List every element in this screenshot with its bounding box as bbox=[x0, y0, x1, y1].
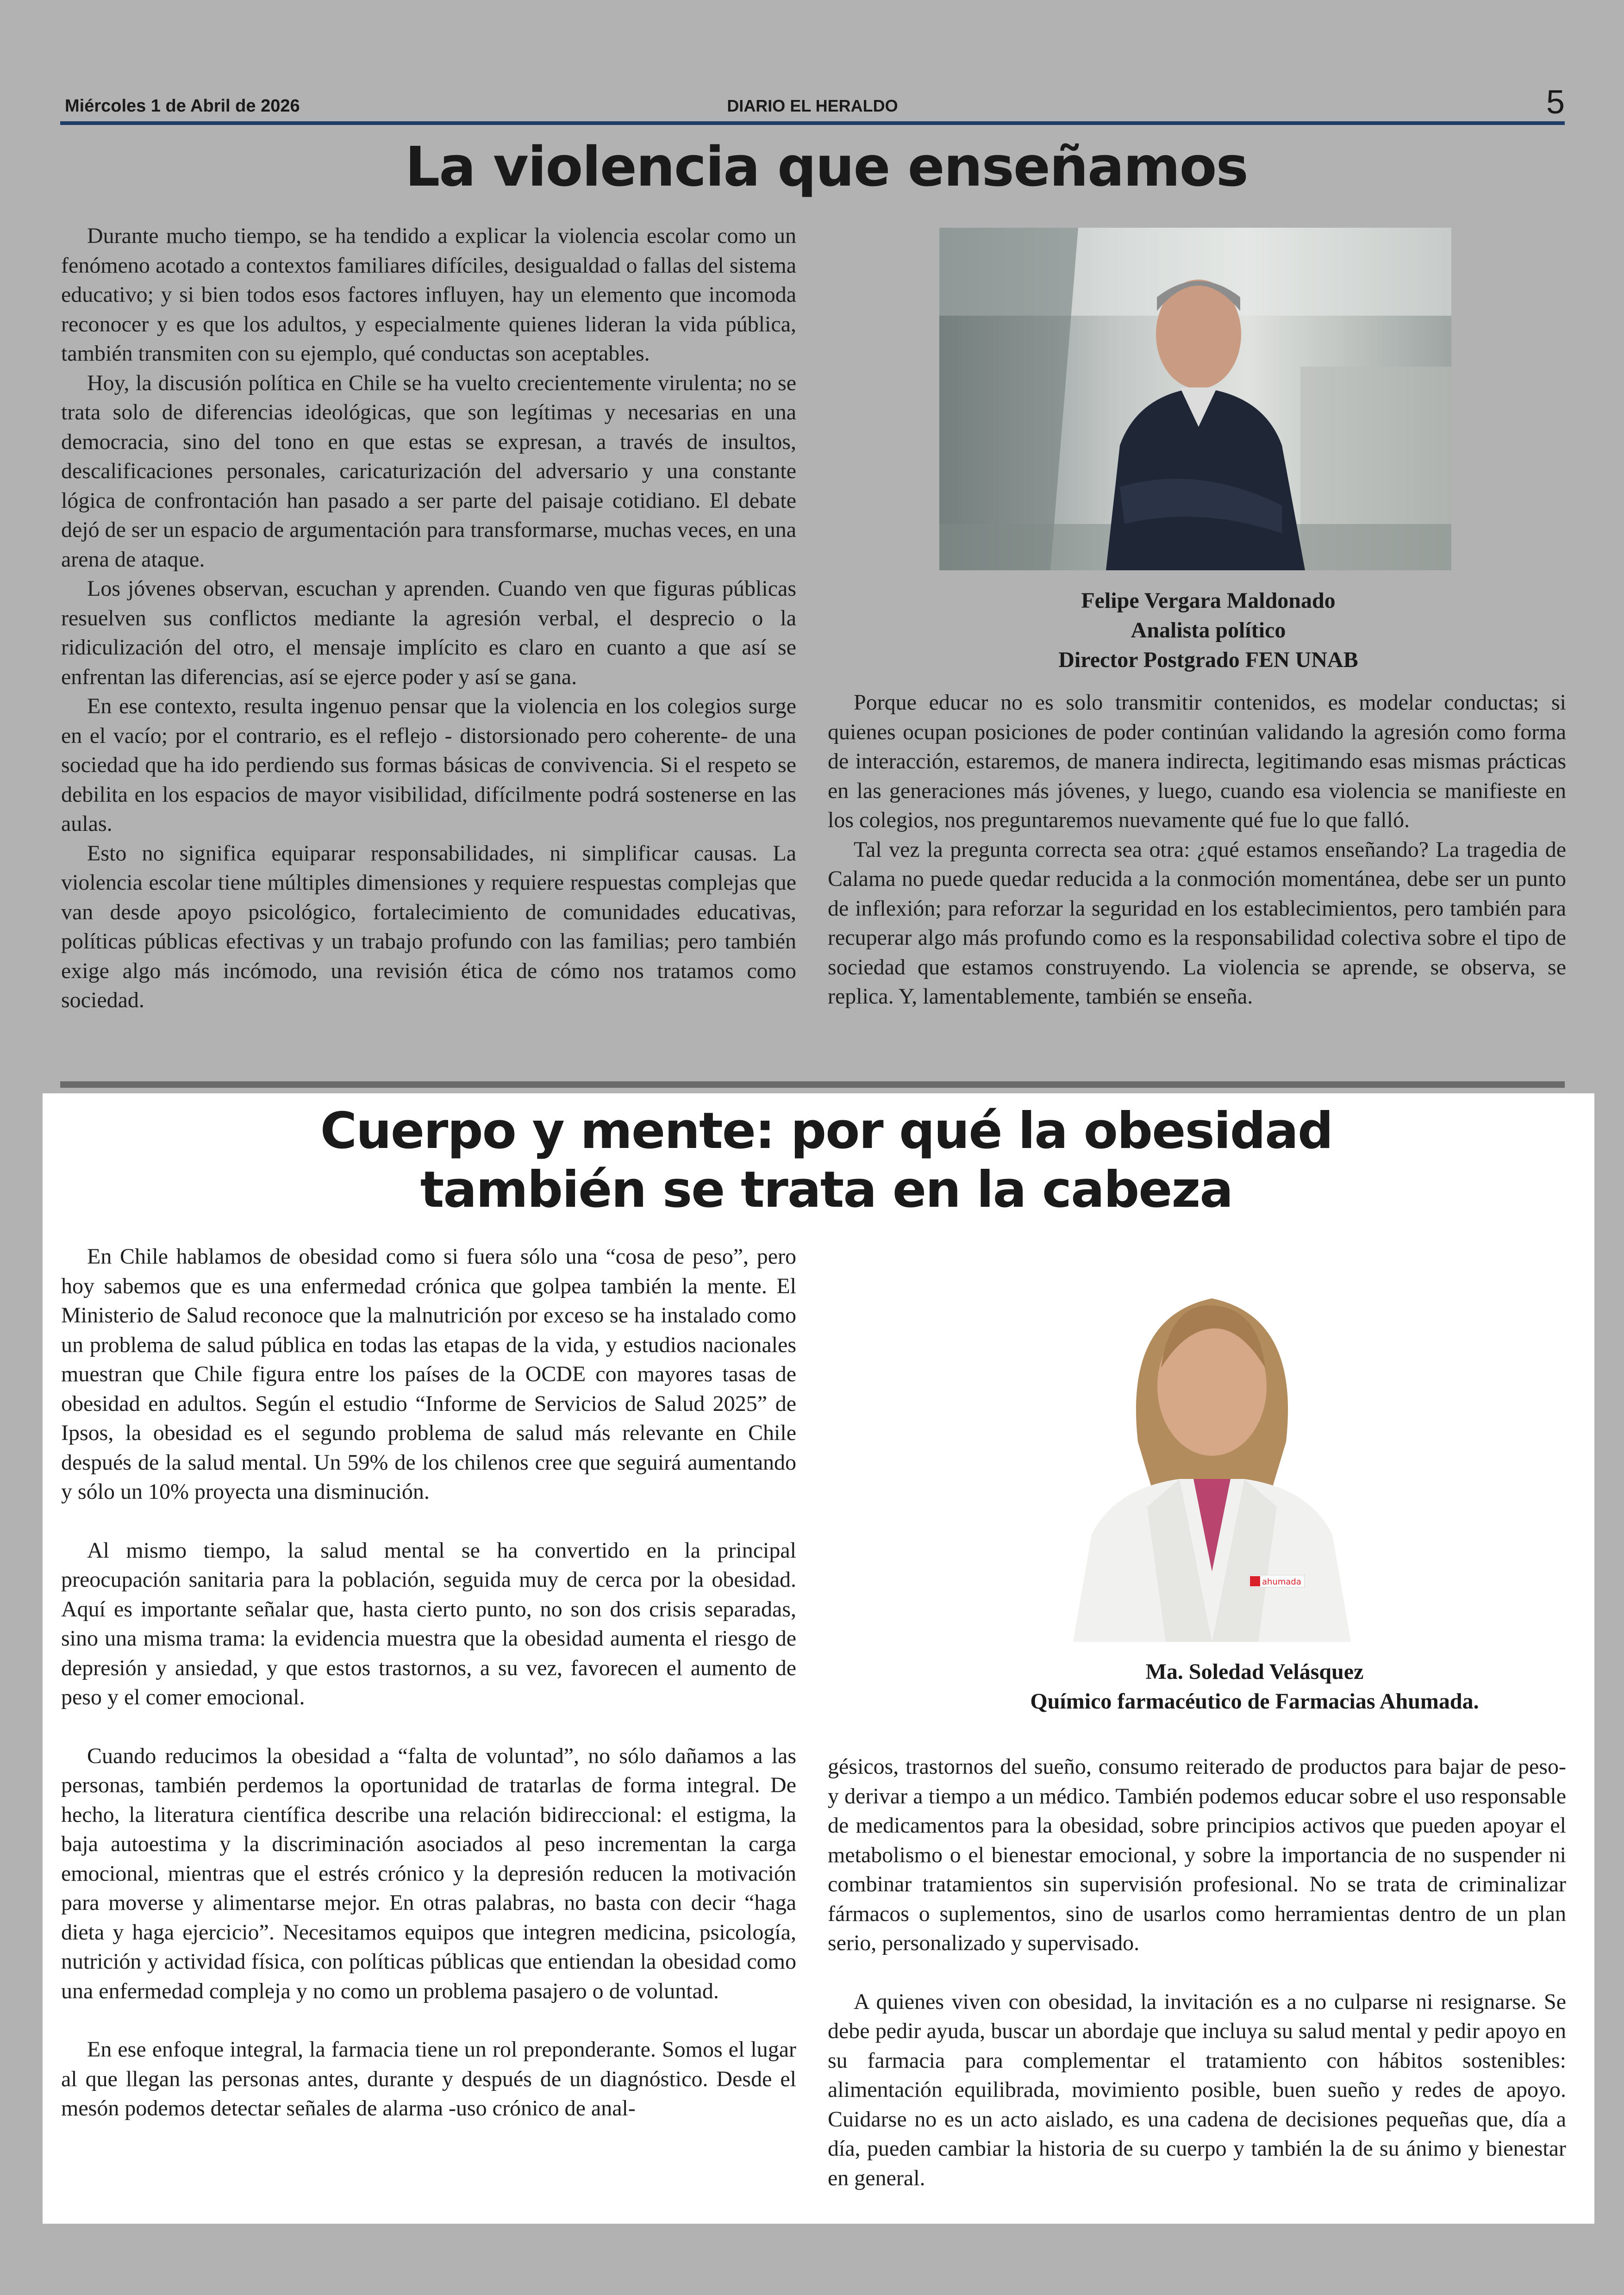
article1-paragraph: Durante mucho tiempo, se ha tendido a explicar la violencia escolar como un fenómeno acotado a contextos familiares difíciles, desigualdad o fallas del sistema educativo; y si bien todos esos factores influyen, hay un elemento que incomoda reconocer y es que los adultos, y especialmente quienes lideran la vida pública, también transmiten con su ejemplo, qué conductas son aceptables. bbox=[61, 224, 796, 366]
article1-right-column bbox=[828, 688, 1566, 1011]
article1-paragraph: Porque educar no es solo transmitir contenidos, es modelar conductas; si quienes ocupan posiciones de poder continúan validando la agresión como forma de interacción, estaremos, de manera indirecta, legitimando esas mismas prácticas en las generaciones más jóvenes, y luego, cuando esa violencia se manifieste en los colegios, nos preguntaremos nuevamente qué fue lo que falló. bbox=[828, 690, 1566, 832]
article2-left-column bbox=[61, 1242, 796, 2123]
author1-title: Director Postgrado FEN UNAB bbox=[1058, 648, 1358, 672]
author2-name: Ma. Soledad Velásquez bbox=[1145, 1659, 1364, 1684]
article2-paragraph: En ese enfoque integral, la farmacia tiene un rol preponderante. Somos el lugar al que llegan las personas antes, durante y después de un diagnóstico. Desde el mesón podemos detectar señales de alarma -uso crónico de anal- bbox=[61, 2037, 796, 2120]
author1-caption bbox=[870, 586, 1546, 675]
author1-name: Felipe Vergara Maldonado bbox=[1081, 588, 1336, 613]
issue-date: Miércoles 1 de Abril de 2026 bbox=[65, 96, 300, 116]
author1-portrait-illustration bbox=[939, 228, 1451, 570]
article2-paragraph: En Chile hablamos de obesidad como si fuera sólo una “cosa de peso”, pero hoy sabemos que es una enfermedad crónica que golpea también la mente. El Ministerio de Salud reconoce que la malnutrición por exceso se ha instalado como un problema de salud pública en todas las etapas de la vida, y estudios nacionales muestran que Chile figura entre los países de la OCDE con mayores tasas de obesidad en adultos. Según el estudio “Informe de Servicios de Salud 2025” de Ipsos, la obesidad es el segundo problema de salud más relevante en Chile después de la salud mental. Un 59% de los chilenos cree que seguirá aumentando y sólo un 10% proyecta una disminución. bbox=[61, 1244, 796, 1504]
author2-photo bbox=[1055, 1247, 1371, 1642]
author2-caption bbox=[870, 1657, 1624, 1716]
article2-paragraph: Al mismo tiempo, la salud mental se ha convertido en la principal preocupación sanitaria para la población, seguida muy de cerca por la obesidad. Aquí es importante señalar que, hasta cierto punto, no son dos crisis separadas, sino una misma trama: la evidencia muestra que la obesidad aumenta el riesgo de depresión y ansiedad, y que estos trastornos, a su vez, favorecen el aumento de peso y el comer emocional. bbox=[61, 1538, 796, 1709]
article1-paragraph: Tal vez la pregunta correcta sea otra: ¿qué estamos enseñando? La tragedia de Calama no puede quedar reducida a la conmoción momentánea, debe ser un punto de inflexión; para reforzar la seguridad en los establecimientos, pero también para recuperar algo más profundo como es la responsabilidad colectiva sobre el tipo de sociedad que estamos construyendo. La violencia se aprende, se observa, se replica. Y, lamentablemente, también se enseña. bbox=[828, 837, 1566, 1009]
masthead bbox=[60, 84, 1565, 125]
article2-paragraph: A quienes viven con obesidad, la invitación es a no culparse ni resignarse. Se debe pedir ayuda, buscar un abordaje que incluya su salud mental y pedir apoyo en su farmacia para complementar el tratamiento con hábitos sostenibles: alimentación equilibrada, movimiento posible, buen sueño y redes de apoyo. Cuidarse no es un acto aislado, es una cadena de decisiones pequeñas que, día a día, pueden cambiar la historia de su cuerpo y también la de su ánimo y bienestar en general. bbox=[828, 1989, 1566, 2190]
article2-headline: Cuerpo y mente: por qué la obesidad también se trata en la cabeza bbox=[320, 1102, 1333, 1219]
article2-paragraph: Cuando reducimos la obesidad a “falta de voluntad”, no sólo dañamos a las personas, también perdemos la oportunidad de tratarlas de forma integral. De hecho, la literatura científica describe una relación bidireccional: el estigma, la baja autoestima y la discriminación asociados al peso incrementan la carga emocional, mientras que el estrés crónico y la depresión reducen la motivación para moverse y alimentarse mejor. En otras palabras, no basta con decir “haga dieta y haga ejercicio”. Necesitamos equipos que integren medicina, psicología, nutrición y actividad física, con políticas públicas que entiendan la obesidad como una enfermedad compleja y no como un problema pasajero o de voluntad. bbox=[61, 1743, 796, 2003]
page-number: 5 bbox=[1546, 84, 1565, 121]
newspaper-name: DIARIO EL HERALDO bbox=[727, 96, 898, 115]
author1-role: Analista político bbox=[1131, 618, 1286, 642]
author2-title: Químico farmacéutico de Farmacias Ahumada. bbox=[1030, 1689, 1479, 1714]
article1-paragraph: Hoy, la discusión política en Chile se ha vuelto crecientemente virulenta; no se trata solo de diferencias ideológicas, que son legítimas y necesarias en una democracia, sino del tono en que estas se expresan, a través de insultos, descalificaciones personales, caricaturización del adversario y una constante lógica de confrontación han pasado a ser parte del paisaje cotidiano. El debate dejó de ser un espacio de argumentación para transformarse, muchas veces, en una arena de ataque. bbox=[61, 370, 796, 572]
article1-headline: La violencia que enseñamos bbox=[405, 135, 1248, 199]
article1-paragraph: Esto no significa equiparar responsabilidades, ni simplificar causas. La violencia escolar tiene múltiples dimensiones y requiere respuestas complejas que van desde apoyo psicológico, fortalecimiento de comunidades educativas, políticas públicas efectivas y un trabajo profundo con las familias; pero también exige algo más incómodo, una revisión ética de cómo nos tratamos como sociedad. bbox=[61, 841, 796, 1012]
author2-portrait-illustration bbox=[1055, 1247, 1371, 1642]
article1-paragraph: Los jóvenes observan, escuchan y aprenden. Cuando ven que figuras públicas resuelven sus conflictos mediante la agresión verbal, el desprecio o la ridiculización del otro, el mensaje implícito es claro en cuanto a que así se enfrentan las diferencias, así se ejerce poder y así se gana. bbox=[61, 576, 796, 689]
section-divider bbox=[60, 1081, 1565, 1088]
ahumada-badge-text: ahumada bbox=[1262, 1577, 1301, 1587]
article2-paragraph: gésicos, trastornos del sueño, consumo reiterado de productos para bajar de peso- y derivar a tiempo a un médico. También podemos educar sobre el uso responsable de medicamentos para la obesidad, sobre principios activos que pueden apoyar el metabolismo o el bienestar emocional, y sobre la importancia de no suspender ni combinar tratamientos sin supervisión profesional. No se trata de criminalizar fármacos o suplementos, sino de usarlos como herramientas dentro de un plan serio, personalizado y supervisado. bbox=[828, 1754, 1566, 1955]
article1-left-column bbox=[61, 221, 796, 1015]
author1-photo bbox=[939, 228, 1451, 570]
article1-paragraph: En ese contexto, resulta ingenuo pensar que la violencia en los colegios surge en el vacío; por el contrario, es el reflejo - distorsionado pero coherente- de una sociedad que ha ido perdiendo sus formas básicas de convivencia. Si el respeto se debilita en los espacios de mayor visibilidad, difícilmente podrá sostenerse en las aulas. bbox=[61, 694, 796, 836]
article2-right-column bbox=[828, 1752, 1566, 2193]
